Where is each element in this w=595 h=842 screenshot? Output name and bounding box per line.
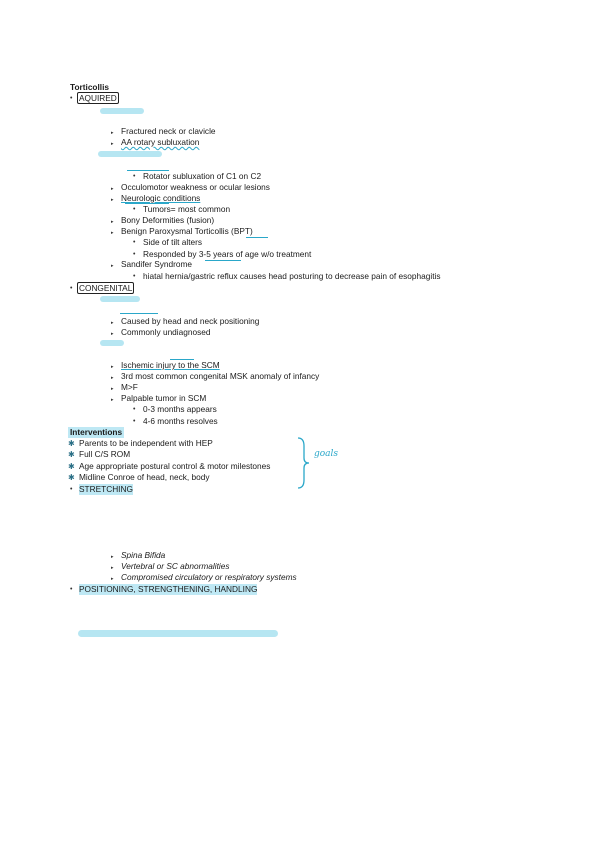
star-icon: ✱ [68, 462, 75, 471]
curly-brace-icon [296, 436, 310, 490]
list-item: Responded by 3-5 years of age w/o treatment [143, 249, 312, 259]
bullet: • [133, 206, 136, 213]
bullet: • [133, 173, 136, 180]
list-item: Neurologic conditions [121, 193, 201, 203]
bullet: • [133, 239, 136, 246]
highlight-stroke [100, 296, 140, 302]
bullet: • [133, 273, 136, 280]
list-item: Tumors= most common [143, 204, 231, 214]
page-title: Torticollis [70, 82, 110, 92]
highlight-stroke [98, 151, 162, 157]
ink-mark [120, 313, 158, 314]
bullet: • [70, 95, 73, 102]
bullet: ▸ [111, 130, 114, 136]
list-item: Side of tilt alters [143, 237, 203, 247]
bullet: ▸ [111, 565, 114, 571]
list-item: Sandifer Syndrome [121, 259, 193, 269]
list-item: Spina Bifida [121, 550, 166, 560]
list-item: Palpable tumor in SCM [121, 393, 207, 403]
goal-item: Age appropriate postural control & motor milestones [79, 461, 271, 471]
bullet: • [133, 251, 136, 258]
bullet: ▸ [111, 331, 114, 337]
bullet: ▸ [111, 197, 114, 203]
list-item: 4-6 months resolves [143, 416, 218, 426]
list-item: AA rotary subluxation [121, 137, 200, 147]
list-item: 0-3 months appears [143, 404, 217, 414]
list-item: Commonly undiagnosed [121, 327, 211, 337]
bullet: ▸ [111, 141, 114, 147]
congenital-heading: CONGENITAL [79, 283, 133, 293]
highlight-stroke [100, 108, 144, 114]
list-item: Fractured neck or clavicle [121, 126, 216, 136]
acquired-heading: AQUIRED [79, 93, 117, 103]
star-icon: ✱ [68, 439, 75, 448]
positioning-label: POSITIONING, STRENGTHENING, HANDLING [79, 584, 258, 594]
bullet: ▸ [111, 219, 114, 225]
bullet: • [133, 418, 136, 425]
bullet: • [70, 586, 73, 593]
ink-mark [205, 260, 241, 261]
list-item: Caused by head and neck positioning [121, 316, 260, 326]
highlight-stroke [78, 630, 278, 637]
list-item: Occulomotor weakness or ocular lesions [121, 182, 270, 192]
list-item: Bony Deformities (fusion) [121, 215, 215, 225]
goals-annotation: goals [314, 449, 339, 459]
bullet: ▸ [111, 375, 114, 381]
highlight-stroke [100, 340, 124, 346]
bullet: ▸ [111, 554, 114, 560]
bullet: • [70, 486, 73, 493]
list-item: Benign Paroxysmal Torticollis (BPT) [121, 226, 253, 236]
bullet: ▸ [111, 386, 114, 392]
list-item: M>F [121, 382, 138, 392]
star-icon: ✱ [68, 473, 75, 482]
goal-item: Midline Conroe of head, neck, body [79, 472, 210, 482]
bullet: ▸ [111, 186, 114, 192]
bullet: ▸ [111, 263, 114, 269]
list-item: 3rd most common congenital MSK anomaly of infancy [121, 371, 320, 381]
bullet: ▸ [111, 576, 114, 582]
list-item: Vertebral or SC abnormalities [121, 561, 230, 571]
bullet: ▸ [111, 364, 114, 370]
bullet: • [70, 285, 73, 292]
list-item: Rotator subluxation of C1 on C2 [143, 171, 262, 181]
bullet: • [133, 406, 136, 413]
bullet: ▸ [111, 230, 114, 236]
ink-mark [246, 237, 268, 238]
list-item: Ischemic injury to the SCM [121, 360, 220, 370]
star-icon: ✱ [68, 450, 75, 459]
goal-item: Parents to be independent with HEP [79, 438, 213, 448]
ink-mark [125, 203, 169, 204]
interventions-heading: Interventions [70, 427, 123, 437]
stretching-label: STRETCHING [79, 484, 133, 494]
bullet: ▸ [111, 320, 114, 326]
goal-item: Full C/S ROM [79, 449, 131, 459]
list-item: Compromised circulatory or respiratory systems [121, 572, 297, 582]
list-item: hiatal hernia/gastric reflux causes head posturing to decrease pain of esophagitis [143, 271, 441, 281]
bullet: ▸ [111, 397, 114, 403]
